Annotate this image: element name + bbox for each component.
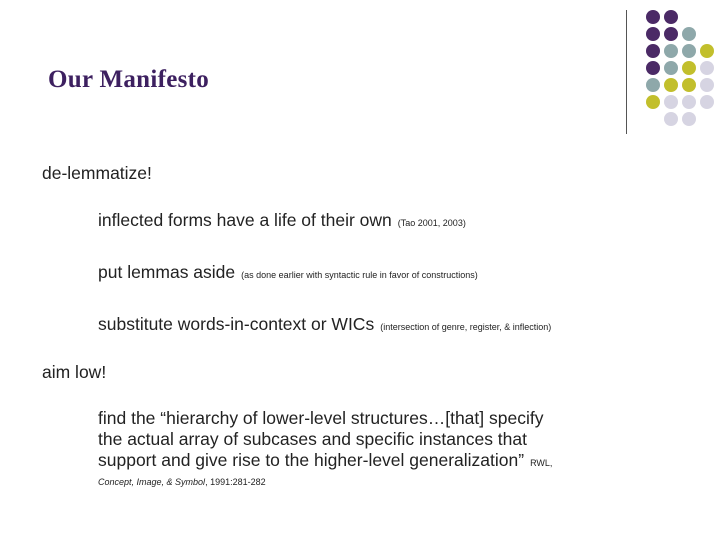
decor-dot xyxy=(682,78,696,92)
decor-dot xyxy=(700,61,714,75)
decor-dot xyxy=(664,10,678,24)
decor-dot xyxy=(664,95,678,109)
decor-dot xyxy=(664,27,678,41)
decor-dot xyxy=(700,95,714,109)
decor-dot xyxy=(664,78,678,92)
decor-dot xyxy=(646,44,660,58)
parenthetical-note: (as done earlier with syntactic rule in favor of constructions) xyxy=(241,270,478,280)
langacker-quote xyxy=(98,408,678,474)
decor-dot xyxy=(700,78,714,92)
slide-title: Our Manifesto xyxy=(48,66,210,93)
reference-title: Concept, Image, & Symbol xyxy=(98,477,206,487)
decor-dot xyxy=(682,44,696,58)
quote-line: the actual array of subcases and specific instances that xyxy=(98,429,527,449)
decor-dot xyxy=(646,61,660,75)
decor-dot xyxy=(646,95,660,109)
sub-bullet-text: substitute words-in-context or WICs xyxy=(98,314,375,334)
sub-bullet-text: put lemmas aside xyxy=(98,262,236,282)
quote-line-last xyxy=(98,450,678,474)
sub-bullet-put-lemmas-aside xyxy=(98,262,478,283)
sub-bullet-substitute-wics xyxy=(98,314,551,335)
decor-dot xyxy=(664,61,678,75)
bullet-de-lemmatize: de-lemmatize! xyxy=(42,163,152,183)
decor-dot xyxy=(682,61,696,75)
decor-dot xyxy=(682,27,696,41)
quote-attribution: RWL, xyxy=(530,458,553,468)
decor-dot xyxy=(664,44,678,58)
sub-bullet-text: inflected forms have a life of their own xyxy=(98,210,392,230)
bullet-aim-low: aim low! xyxy=(42,362,107,382)
divider-line xyxy=(626,10,627,134)
citation-note: (Tao 2001, 2003) xyxy=(397,218,466,228)
decor-dot xyxy=(682,112,696,126)
reference-pages: , 1991:281-282 xyxy=(205,477,266,487)
quote-line: find the “hierarchy of lower-level structures…[that] specify xyxy=(98,408,544,428)
decor-dot xyxy=(664,112,678,126)
decor-dot xyxy=(646,27,660,41)
sub-bullet-inflected-forms xyxy=(98,210,466,231)
decor-dot xyxy=(682,95,696,109)
decor-dot xyxy=(646,78,660,92)
decor-dot xyxy=(646,10,660,24)
reference-citation xyxy=(98,477,266,487)
decor-dot xyxy=(700,44,714,58)
quote-line: support and give rise to the higher-level generalization” xyxy=(98,450,525,470)
parenthetical-note: (intersection of genre, register, & inflection) xyxy=(380,322,552,332)
